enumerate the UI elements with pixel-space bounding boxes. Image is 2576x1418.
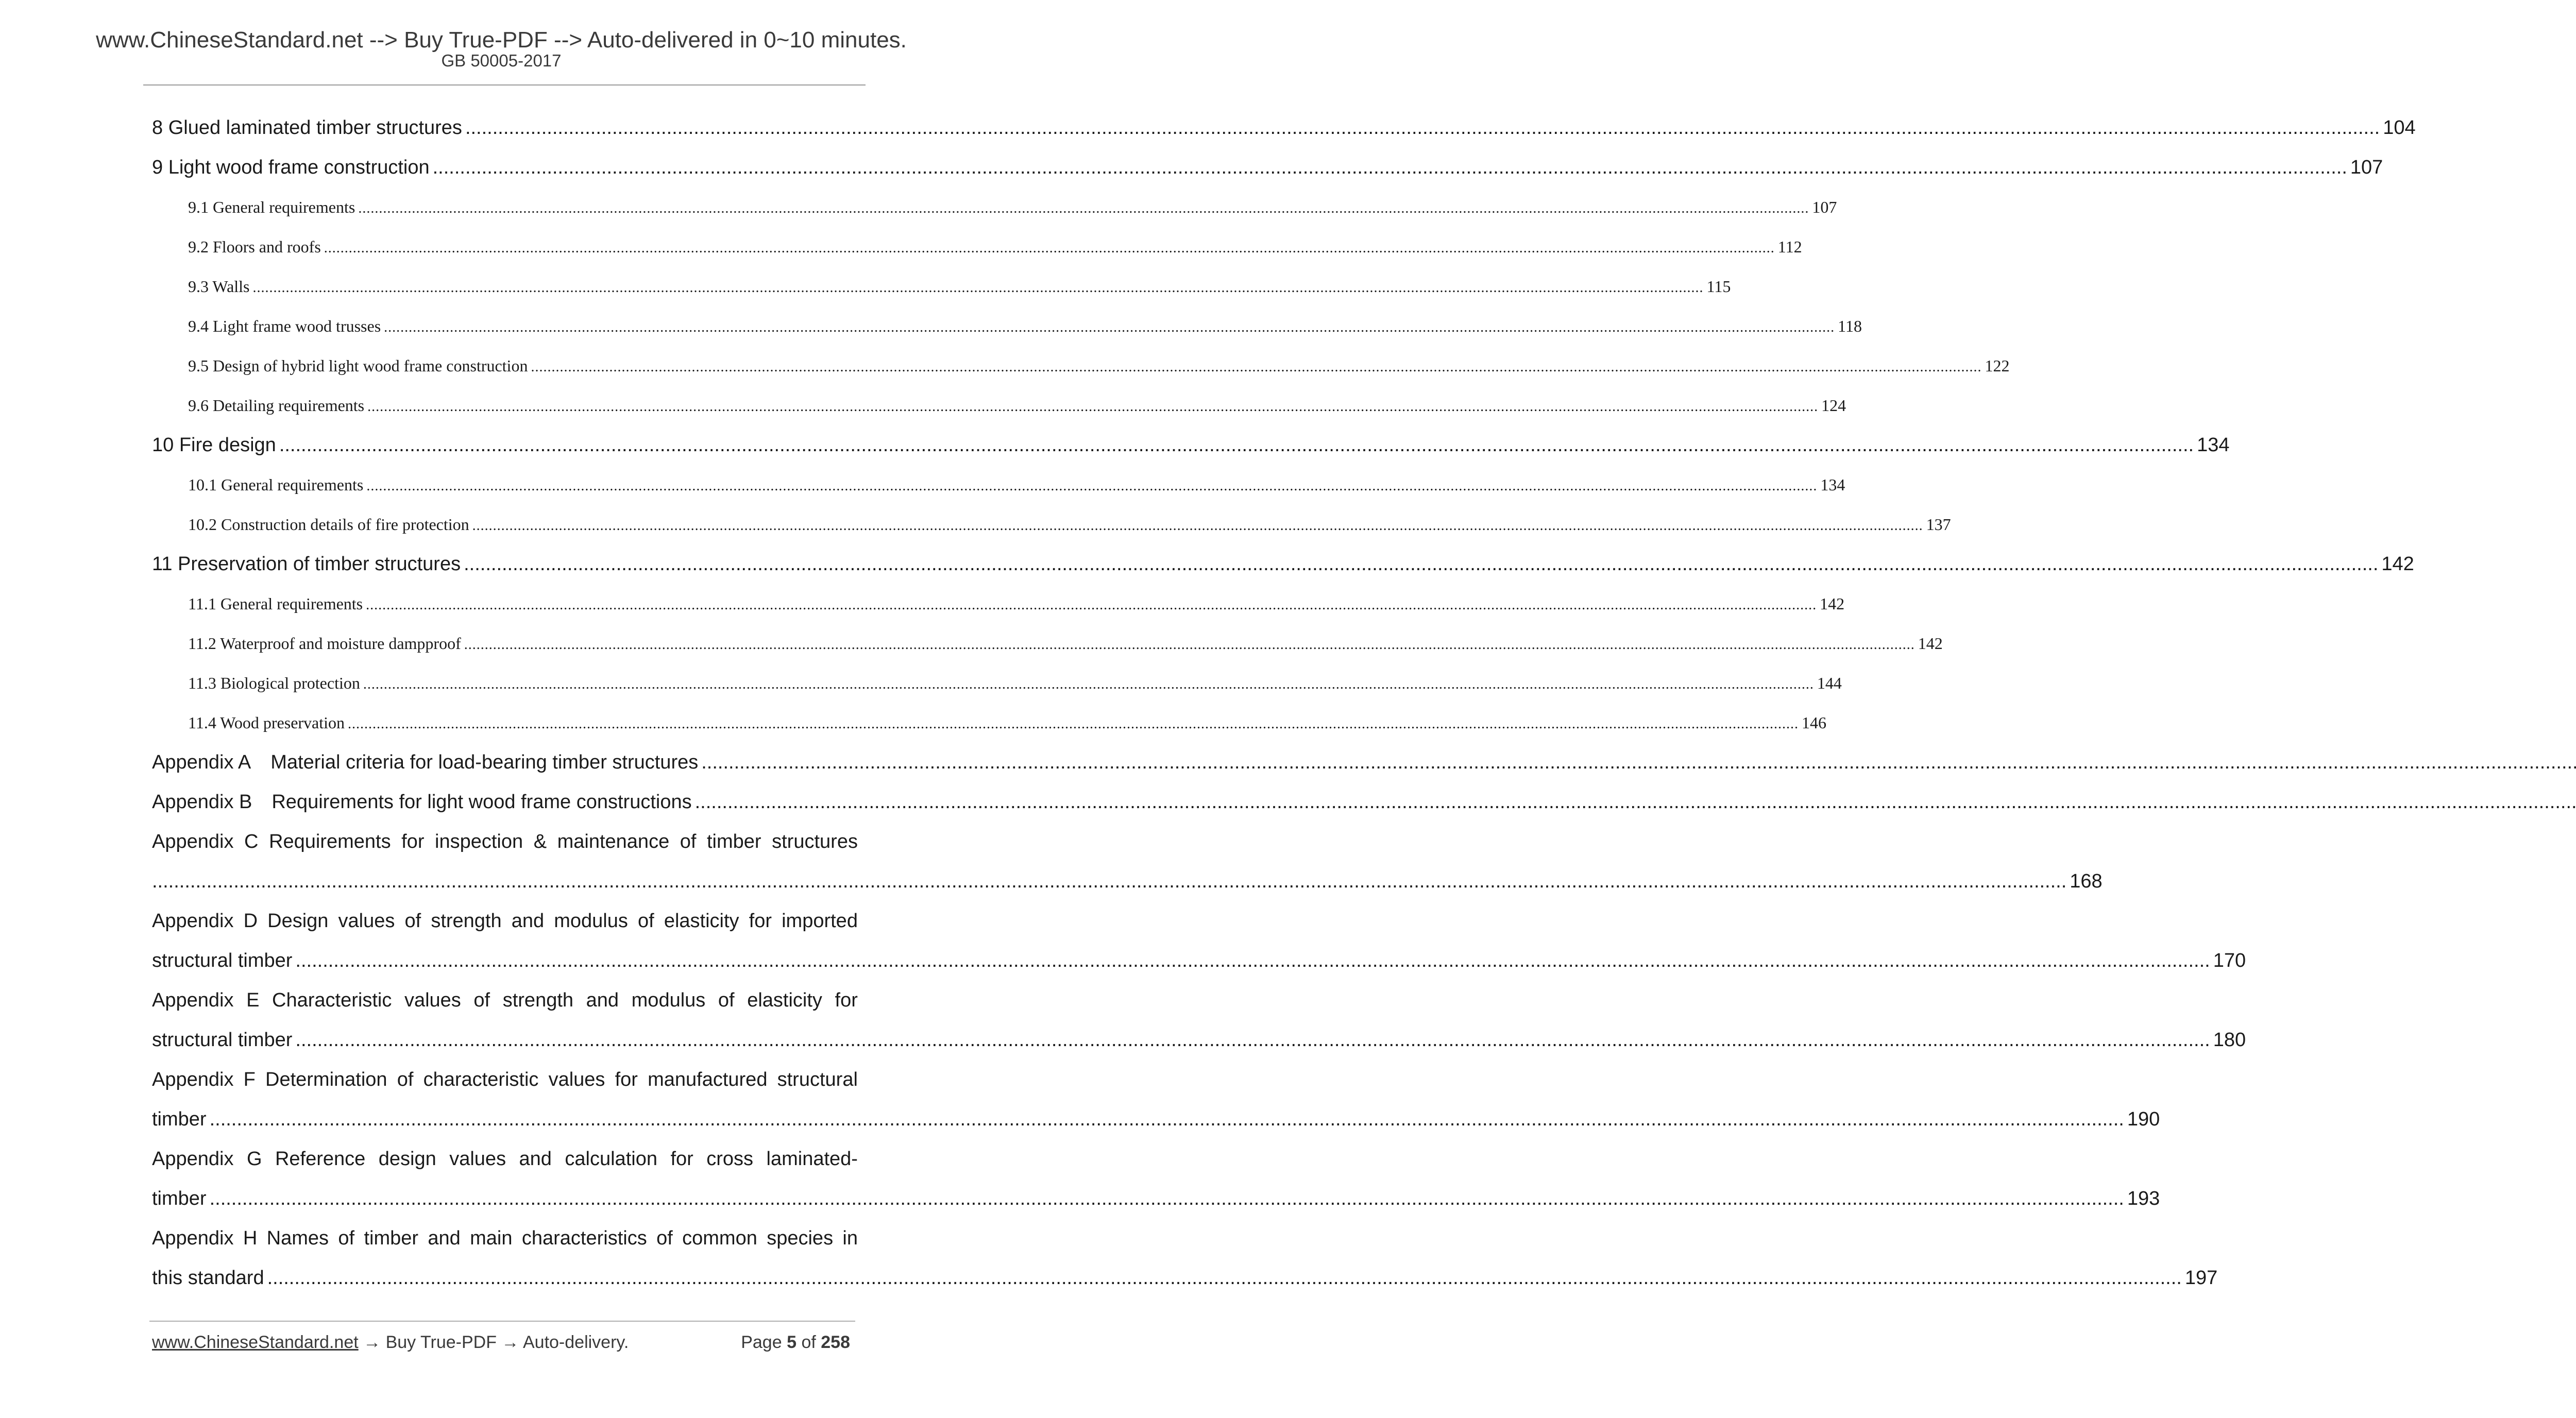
toc-entry-page: 122 — [1985, 356, 2010, 375]
toc-entry-title: structural timber — [152, 950, 293, 971]
toc-entry-title: structural timber — [152, 1029, 293, 1051]
leader-dots — [210, 1100, 2124, 1139]
title-word: timber — [364, 1227, 419, 1249]
toc-entry-title: 11 Preservation of timber structures — [152, 553, 461, 575]
toc-entry-leader-line — [152, 1258, 2218, 1298]
title-word: cross — [706, 1148, 754, 1170]
title-word: Determination — [265, 1069, 387, 1090]
toc-entry-appendix-a[interactable] — [152, 743, 858, 782]
toc-entry-page: 134 — [2197, 434, 2230, 456]
leader-dots — [253, 268, 1704, 307]
title-word: modulus — [631, 989, 706, 1011]
title-word: of — [404, 910, 421, 932]
leader-dots — [472, 506, 1923, 545]
footer-left — [152, 1331, 629, 1354]
page-footer — [152, 1331, 850, 1354]
leader-dots — [152, 862, 2066, 901]
toc-entry-title-line — [152, 901, 858, 941]
toc-entry-11-1[interactable] — [152, 584, 1845, 624]
of-label: of — [801, 1332, 816, 1352]
leader-dots — [295, 1020, 2210, 1060]
toc-entry-title: 9.2 Floors and roofs — [188, 237, 321, 256]
leader-dots — [701, 743, 2576, 782]
toc-entry-9-1[interactable] — [152, 187, 1837, 227]
toc-entry-page: 112 — [1777, 237, 1802, 256]
title-word: common — [682, 1227, 757, 1249]
toc-entry-page: 134 — [1820, 475, 1845, 494]
toc-entry-title: 8 Glued laminated timber structures — [152, 117, 462, 139]
toc-entry-leader-line — [152, 862, 2103, 901]
toc-entry-8[interactable] — [152, 108, 2416, 148]
title-word: H — [243, 1227, 258, 1249]
toc-entry-title: 9 Light wood frame construction — [152, 157, 430, 178]
toc-entry-appendix-e[interactable] — [152, 981, 2246, 1060]
toc-entry-appendix-b[interactable] — [152, 782, 858, 822]
title-word: strength — [502, 989, 574, 1011]
toc-entry-9-6[interactable] — [152, 386, 1846, 425]
toc-entry-title: 9.3 Walls — [188, 277, 250, 296]
leader-dots — [384, 307, 1835, 347]
title-word: species — [767, 1227, 834, 1249]
title-word: timber — [707, 831, 761, 852]
title-word: Appendix — [152, 1148, 234, 1170]
title-word: elasticity — [747, 989, 822, 1011]
title-word: F — [243, 1069, 256, 1090]
title-word: of — [680, 831, 697, 852]
footer-text: → Buy True-PDF → Auto-delivery. — [363, 1332, 629, 1352]
toc-entry-page: 180 — [2213, 1029, 2246, 1051]
title-word: of — [638, 910, 654, 932]
toc-entry-leader-line — [152, 1179, 2160, 1219]
page-label: Page — [741, 1332, 782, 1352]
toc-entry-page: 144 — [1817, 674, 1842, 692]
title-word: of — [338, 1227, 355, 1249]
toc-entry-page: 142 — [2381, 553, 2414, 575]
toc-entry-page: 146 — [1802, 713, 1827, 732]
standard-code: GB 50005-2017 — [441, 51, 562, 70]
toc-entry-9-4[interactable] — [152, 306, 1862, 346]
title-word: and — [519, 1148, 552, 1170]
leader-dots — [210, 1179, 2124, 1219]
toc-entry-page: 142 — [1918, 634, 1943, 653]
toc-entry-title: Appendix B Requirements for light wood frame constructions — [152, 791, 692, 813]
toc-entry-title: this standard — [152, 1267, 264, 1289]
total-pages: 258 — [821, 1332, 850, 1352]
title-word: Appendix — [152, 910, 234, 932]
toc-entry-title: 11.1 General requirements — [188, 594, 363, 613]
toc-entry-page: 197 — [2184, 1267, 2218, 1289]
toc-entry-11-2[interactable] — [152, 624, 1943, 663]
toc-entry-appendix-g[interactable] — [152, 1139, 2160, 1219]
toc-entry-title-line — [152, 981, 858, 1020]
toc-entry-leader-line — [152, 1100, 2160, 1139]
toc-entry-title: 9.1 General requirements — [188, 198, 355, 216]
toc-entry-title-line — [152, 822, 858, 862]
title-word: for — [670, 1148, 693, 1170]
footer-link[interactable]: www.ChineseStandard.net — [152, 1332, 359, 1352]
toc-entry-appendix-f[interactable] — [152, 1060, 2160, 1139]
toc-entry-title: timber — [152, 1188, 207, 1209]
title-word: design — [378, 1148, 436, 1170]
title-word: & — [533, 831, 547, 852]
title-word: for — [835, 989, 858, 1011]
toc-entry-title: 9.6 Detailing requirements — [188, 396, 365, 415]
title-word: and — [511, 910, 545, 932]
title-word: values — [338, 910, 395, 932]
title-word: D — [243, 910, 258, 932]
header-divider — [143, 84, 866, 86]
title-word: for — [401, 831, 425, 852]
title-word: modulus — [554, 910, 628, 932]
title-word: elasticity — [664, 910, 739, 932]
title-word: calculation — [565, 1148, 657, 1170]
leader-dots — [465, 108, 2380, 148]
toc-entry-9-5[interactable] — [152, 346, 2010, 386]
toc-entry-page: 170 — [2213, 950, 2246, 971]
toc-entry-title: 9.5 Design of hybrid light wood frame construction — [188, 356, 528, 375]
leader-dots — [366, 585, 1817, 625]
leader-dots — [367, 387, 1818, 426]
toc-entry-page: 137 — [1926, 515, 1951, 534]
toc-entry-title: 9.4 Light frame wood trusses — [188, 317, 381, 335]
leader-dots — [295, 941, 2210, 981]
toc-entry-title-line — [152, 1219, 858, 1258]
table-of-contents — [152, 108, 2416, 1298]
title-word: values — [404, 989, 461, 1011]
toc-entry-title-line — [152, 1139, 858, 1179]
title-word: inspection — [435, 831, 523, 852]
title-word: in — [842, 1227, 858, 1249]
toc-entry-title: 10.2 Construction details of fire protection — [188, 515, 469, 534]
toc-entry-11[interactable] — [152, 544, 2414, 584]
title-word: of — [718, 989, 735, 1011]
title-word: for — [749, 910, 772, 932]
leader-dots — [279, 425, 2194, 465]
title-word: manufactured — [648, 1069, 768, 1090]
toc-entry-leader-line — [152, 1020, 2246, 1060]
title-word: laminated- — [766, 1148, 858, 1170]
leader-dots — [348, 704, 1799, 744]
leader-dots — [267, 1258, 2182, 1298]
toc-entry-page: 107 — [2350, 157, 2383, 178]
toc-entry-appendix-h[interactable] — [152, 1219, 2218, 1298]
toc-entry-appendix-d[interactable] — [152, 901, 2246, 981]
title-word: characteristic — [423, 1069, 539, 1090]
toc-entry-10-2[interactable] — [152, 505, 1951, 544]
title-word: Appendix — [152, 1227, 234, 1249]
toc-entry-title: timber — [152, 1108, 207, 1130]
title-word: structural — [777, 1069, 858, 1090]
title-word: of — [397, 1069, 414, 1090]
title-word: strength — [431, 910, 502, 932]
toc-entry-title: 11.3 Biological protection — [188, 674, 360, 692]
toc-entry-page: 124 — [1821, 396, 1846, 415]
toc-entry-title: 10 Fire design — [152, 434, 276, 456]
toc-entry-title: 11.4 Wood preservation — [188, 713, 345, 732]
toc-entry-page: 115 — [1706, 277, 1731, 296]
title-word: and — [586, 989, 619, 1011]
leader-dots — [363, 664, 1814, 704]
title-word: Requirements — [269, 831, 391, 852]
top-banner[interactable]: www.ChineseStandard.net --> Buy True-PDF --> Auto-delivered in 0~10 minutes. — [96, 27, 907, 53]
title-word: values — [548, 1069, 605, 1090]
toc-entry-11-3[interactable] — [152, 663, 1842, 703]
toc-entry-9-2[interactable] — [152, 227, 1802, 267]
toc-entry-title: 11.2 Waterproof and moisture dampproof — [188, 634, 461, 653]
toc-entry-9[interactable] — [152, 148, 2383, 187]
toc-entry-10-1[interactable] — [152, 465, 1845, 505]
title-word: Characteristic — [272, 989, 392, 1011]
leader-dots — [358, 189, 1809, 228]
title-word: of — [656, 1227, 673, 1249]
toc-entry-page: 142 — [1820, 594, 1845, 613]
toc-entry-11-4[interactable] — [152, 703, 1827, 743]
title-word: of — [473, 989, 490, 1011]
toc-entry-page: 107 — [1812, 198, 1837, 216]
title-word: Appendix — [152, 1069, 234, 1090]
title-word: main — [470, 1227, 513, 1249]
toc-entry-title: Appendix A Material criteria for load-bearing timber structures — [152, 751, 699, 773]
title-word: values — [449, 1148, 506, 1170]
title-word: Appendix — [152, 989, 234, 1011]
toc-entry-10[interactable] — [152, 425, 2230, 465]
toc-entry-page: 193 — [2127, 1188, 2160, 1209]
toc-entry-title-line — [152, 1060, 858, 1100]
title-word: imported — [782, 910, 858, 932]
title-word: characteristics — [521, 1227, 647, 1249]
title-word: Names — [266, 1227, 329, 1249]
toc-entry-page: 118 — [1838, 317, 1862, 335]
title-word: Appendix — [152, 831, 234, 852]
toc-entry-page: 104 — [2383, 117, 2416, 139]
page-number: 5 — [787, 1332, 796, 1352]
leader-dots — [695, 782, 2576, 822]
leader-dots — [433, 148, 2347, 187]
leader-dots — [464, 625, 1915, 664]
toc-entry-leader-line — [152, 941, 2246, 981]
toc-entry-page: 168 — [2070, 870, 2103, 892]
title-word: maintenance — [557, 831, 670, 852]
title-word: and — [428, 1227, 461, 1249]
leader-dots — [324, 228, 1775, 268]
title-word: E — [246, 989, 260, 1011]
title-word: Reference — [275, 1148, 366, 1170]
toc-entry-page: 190 — [2127, 1108, 2160, 1130]
leader-dots — [464, 544, 2378, 584]
leader-dots — [531, 347, 1981, 387]
toc-entry-9-3[interactable] — [152, 267, 1731, 306]
footer-divider — [149, 1321, 855, 1322]
title-word: G — [246, 1148, 262, 1170]
leader-dots — [366, 466, 1817, 506]
toc-entry-title: 10.1 General requirements — [188, 475, 364, 494]
title-word: for — [615, 1069, 638, 1090]
page-indicator — [741, 1331, 850, 1354]
title-word: structures — [772, 831, 858, 852]
toc-entry-appendix-c[interactable] — [152, 822, 2103, 901]
title-word: C — [244, 831, 259, 852]
title-word: Design — [267, 910, 329, 932]
